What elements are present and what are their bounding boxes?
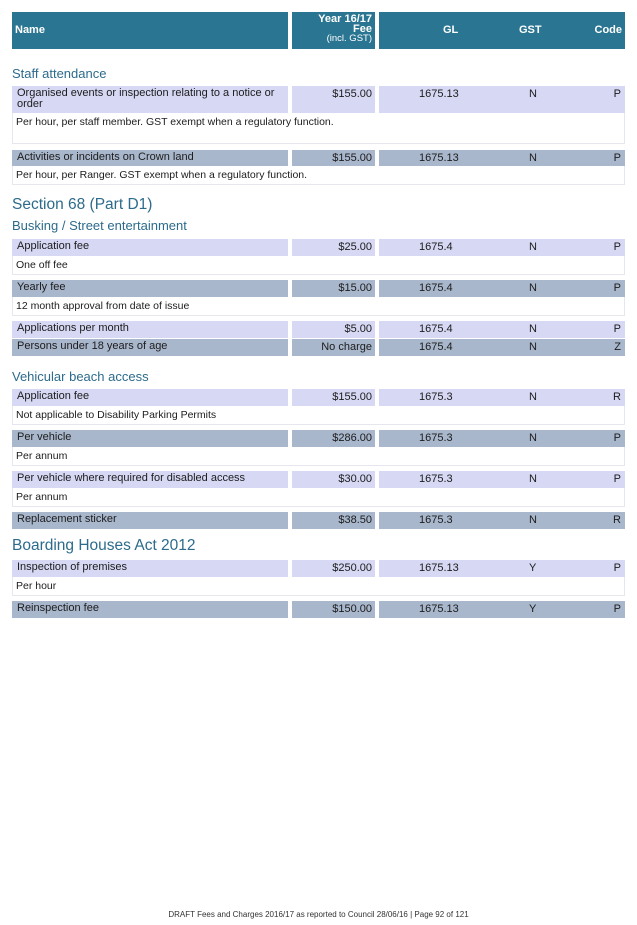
row-fee: $5.00: [292, 321, 375, 338]
row-fee: $155.00: [292, 389, 375, 406]
row-fee: $250.00: [292, 560, 375, 577]
row-code: R: [613, 514, 621, 526]
row-codes: [379, 321, 625, 338]
row-name: Applications per month: [12, 321, 288, 338]
row-gl: 1675.13: [419, 603, 459, 615]
row-gl: 1675.3: [419, 473, 453, 485]
row-name: Inspection of premises: [12, 560, 288, 577]
row-code: P: [613, 152, 621, 164]
row-gst: N: [529, 514, 537, 526]
row-codes: [379, 512, 625, 529]
column-header-gl: GL: [443, 24, 459, 36]
table-row: [12, 150, 625, 166]
column-header-gst: GST: [519, 24, 542, 36]
row-note: Per hour, per staff member. GST exempt when a regulatory function.: [12, 113, 625, 144]
column-header-code: Code: [594, 24, 622, 36]
row-gl: 1675.4: [419, 282, 453, 294]
row-note: 12 month approval from date of issue: [12, 297, 625, 316]
row-name: Per vehicle where required for disabled access: [12, 471, 288, 488]
table-row: [12, 321, 625, 338]
row-code: P: [613, 323, 621, 335]
row-codes: [379, 86, 625, 113]
row-code: P: [613, 603, 621, 615]
row-gl: 1675.13: [419, 562, 459, 574]
column-header-name: Name: [12, 12, 288, 49]
fee-header-line1: Year 16/17: [318, 13, 372, 25]
row-gl: 1675.13: [419, 152, 459, 164]
row-gst: N: [529, 282, 537, 294]
column-header-fee: [292, 12, 375, 49]
row-gst: N: [529, 241, 537, 253]
row-code: Z: [614, 341, 621, 353]
row-codes: [379, 430, 625, 447]
row-code: P: [613, 241, 621, 253]
row-name: Reinspection fee: [12, 601, 288, 618]
heading-vehicular-beach-access: Vehicular beach access: [12, 369, 149, 384]
table-row: [12, 339, 625, 356]
row-note: Not applicable to Disability Parking Permits: [12, 406, 625, 425]
row-name: Yearly fee: [12, 280, 288, 297]
table-row: [12, 512, 625, 529]
row-name: Activities or incidents on Crown land: [12, 150, 288, 166]
row-code: R: [613, 391, 621, 403]
row-fee: No charge: [292, 339, 375, 356]
fee-header-line2: Fee: [353, 23, 372, 35]
row-gst: N: [529, 341, 537, 353]
row-note: Per annum: [12, 488, 625, 507]
row-name: Organised events or inspection relating to a notice or order: [12, 86, 288, 113]
row-note: Per hour: [12, 577, 625, 596]
row-fee: $286.00: [292, 430, 375, 447]
row-note: Per annum: [12, 447, 625, 466]
page-footer: DRAFT Fees and Charges 2016/17 as reported to Council 28/06/16 | Page 92 of 121: [168, 910, 469, 919]
row-gl: 1675.13: [419, 88, 459, 100]
row-gl: 1675.3: [419, 514, 453, 526]
row-name: Replacement sticker: [12, 512, 288, 529]
row-codes: [379, 601, 625, 618]
row-code: P: [613, 88, 621, 100]
row-gl: 1675.4: [419, 341, 453, 353]
row-code: P: [613, 473, 621, 485]
row-gl: 1675.3: [419, 432, 453, 444]
row-gst: N: [529, 432, 537, 444]
row-name: Application fee: [12, 239, 288, 256]
row-note: One off fee: [12, 256, 625, 275]
heading-section-68: Section 68 (Part D1): [12, 196, 153, 213]
table-row: [12, 239, 625, 256]
row-name: Per vehicle: [12, 430, 288, 447]
fee-header-line3: (incl. GST): [326, 33, 372, 44]
row-fee: $30.00: [292, 471, 375, 488]
row-codes: [379, 150, 625, 166]
row-codes: [379, 471, 625, 488]
table-row: [12, 280, 625, 297]
row-fee: $38.50: [292, 512, 375, 529]
row-gl: 1675.4: [419, 323, 453, 335]
row-code: P: [613, 562, 621, 574]
row-gst: N: [529, 152, 537, 164]
row-gst: N: [529, 323, 537, 335]
row-name: Application fee: [12, 389, 288, 406]
heading-boarding-houses-act: Boarding Houses Act 2012: [12, 537, 196, 554]
row-codes: [379, 280, 625, 297]
row-fee: $25.00: [292, 239, 375, 256]
row-code: P: [613, 432, 621, 444]
heading-staff-attendance: Staff attendance: [12, 66, 107, 81]
row-gl: 1675.3: [419, 391, 453, 403]
row-codes: [379, 389, 625, 406]
row-fee: $155.00: [292, 86, 375, 113]
row-codes: [379, 560, 625, 577]
table-row: [12, 86, 625, 113]
row-gst: Y: [529, 603, 537, 615]
row-gst: Y: [529, 562, 537, 574]
table-row: [12, 560, 625, 577]
table-row: [12, 430, 625, 447]
row-codes: [379, 239, 625, 256]
row-codes: [379, 339, 625, 356]
table-row: [12, 389, 625, 406]
row-name: Persons under 18 years of age: [12, 339, 288, 356]
row-fee: $150.00: [292, 601, 375, 618]
table-row: [12, 601, 625, 618]
row-fee: $15.00: [292, 280, 375, 297]
column-header-group: [379, 12, 625, 49]
row-fee: $155.00: [292, 150, 375, 166]
heading-busking: Busking / Street entertainment: [12, 218, 187, 233]
row-note: Per hour, per Ranger. GST exempt when a regulatory function.: [12, 166, 625, 185]
row-gst: N: [529, 391, 537, 403]
row-gst: N: [529, 88, 537, 100]
row-code: P: [613, 282, 621, 294]
row-gst: N: [529, 473, 537, 485]
table-row: [12, 471, 625, 488]
row-gl: 1675.4: [419, 241, 453, 253]
